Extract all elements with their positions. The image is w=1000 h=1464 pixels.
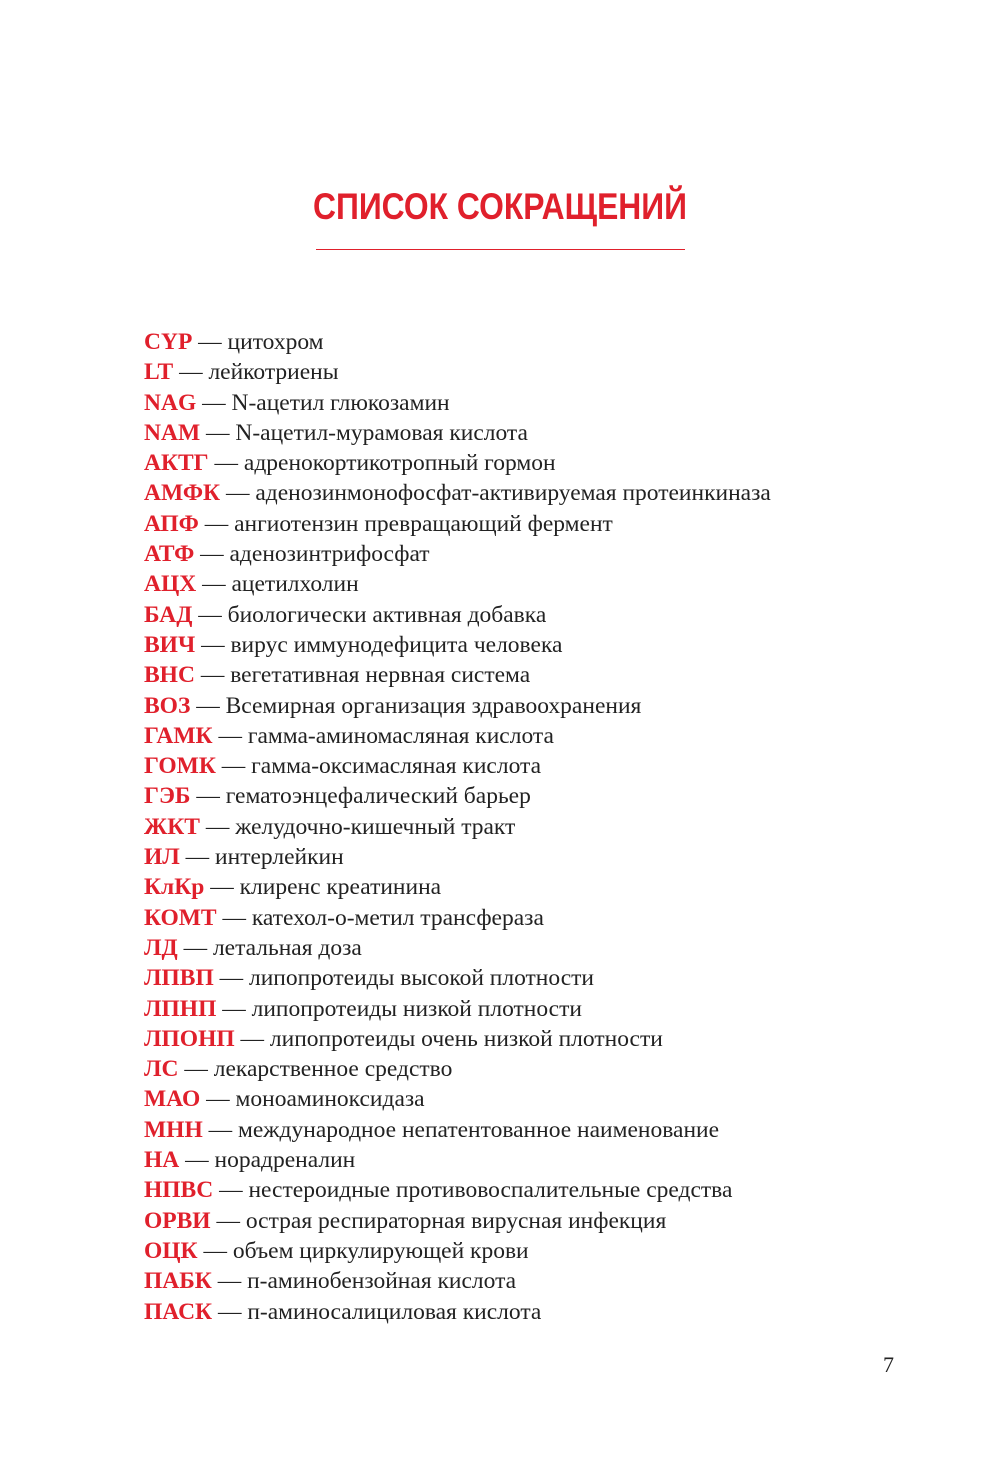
abbreviation-definition: аденозинмонофосфат-активируемая протеинкиназа <box>255 480 771 507</box>
abbreviation-definition: моноаминоксидаза <box>235 1086 425 1113</box>
abbreviation-entry <box>144 751 771 781</box>
abbreviation-separator: — <box>200 662 225 689</box>
abbreviation-definition: катехол-о-метил трансфераза <box>251 904 544 931</box>
abbreviation-definition: адренокортикотропный гормон <box>243 450 556 477</box>
abbreviation-separator: — <box>184 1056 208 1083</box>
abbreviation-definition: объем циркулирующей крови <box>232 1237 529 1264</box>
abbreviation-definition: липопротеиды высокой плотности <box>249 965 594 992</box>
abbreviation-separator: — <box>219 1177 243 1204</box>
title-underline <box>316 249 685 250</box>
abbreviation-entry <box>144 1266 771 1296</box>
abbreviation-definition: гамма-оксимасляная кислота <box>251 753 541 780</box>
abbreviation-definition: летальная доза <box>212 934 362 961</box>
abbreviation-entry <box>144 600 771 630</box>
abbreviation-definition: N-ацетил-мурамовая кислота <box>235 419 528 446</box>
abbreviation-term: LT <box>144 359 174 386</box>
abbreviation-term: НПВС <box>144 1177 214 1204</box>
abbreviation-entry <box>144 1115 771 1145</box>
abbreviation-separator: — <box>206 1086 230 1113</box>
abbreviation-term: ЖКТ <box>144 813 200 840</box>
abbreviation-term: ЛС <box>144 1056 179 1083</box>
abbreviation-term: ОЦК <box>144 1237 198 1264</box>
abbreviation-definition: лейкотриены <box>208 359 339 386</box>
abbreviation-entry <box>144 569 771 599</box>
abbreviation-term: АЦХ <box>144 571 197 598</box>
abbreviation-entry <box>144 812 771 842</box>
abbreviation-entry <box>144 872 771 902</box>
abbreviation-term: ГЭБ <box>144 783 191 810</box>
abbreviation-definition: желудочно-кишечный тракт <box>235 813 516 840</box>
abbreviation-term: NAM <box>144 419 201 446</box>
abbreviation-definition: лекарственное средство <box>213 1056 453 1083</box>
abbreviation-entry <box>144 630 771 660</box>
abbreviation-term: МНН <box>144 1116 203 1143</box>
abbreviation-entry <box>144 1236 771 1266</box>
abbreviation-separator: — <box>202 389 226 416</box>
abbreviation-term: ВНС <box>144 662 195 689</box>
abbreviation-entry <box>144 1297 771 1327</box>
abbreviation-term: ЛД <box>144 934 178 961</box>
abbreviation-separator: — <box>214 450 239 477</box>
abbreviation-term: ВОЗ <box>144 692 191 719</box>
abbreviation-definition: вирус иммунодефицита человека <box>230 631 563 658</box>
abbreviation-term: БАД <box>144 601 193 628</box>
abbreviation-definition: вегетативная нервная система <box>230 662 531 689</box>
abbreviation-definition: клиренс креатинина <box>239 874 442 901</box>
abbreviation-entry <box>144 781 771 811</box>
abbreviation-entry <box>144 660 771 690</box>
abbreviation-separator: — <box>210 874 234 901</box>
abbreviation-separator: — <box>216 1207 240 1234</box>
abbreviation-separator: — <box>222 995 246 1022</box>
abbreviation-separator: — <box>205 813 230 840</box>
abbreviation-entry <box>144 327 771 357</box>
abbreviation-entry <box>144 1054 771 1084</box>
abbreviation-term: МАО <box>144 1086 201 1113</box>
abbreviation-entry <box>144 1206 771 1236</box>
abbreviation-definition: гамма-аминомасляная кислота <box>247 722 554 749</box>
abbreviation-term: АТФ <box>144 541 195 568</box>
abbreviation-separator: — <box>179 359 203 386</box>
abbreviation-term: АМФК <box>144 480 221 507</box>
abbreviation-entry <box>144 994 771 1024</box>
abbreviation-separator: — <box>218 722 242 749</box>
abbreviation-entry <box>144 1175 771 1205</box>
abbreviation-separator: — <box>240 1025 265 1052</box>
abbreviation-term: АПФ <box>144 510 199 537</box>
abbreviation-definition: п-аминобензойная кислота <box>247 1268 517 1295</box>
abbreviation-definition: аденозинтрифосфат <box>229 541 430 568</box>
abbreviation-entry <box>144 721 771 751</box>
abbreviation-entry <box>144 388 771 418</box>
abbreviation-list <box>144 327 771 1327</box>
abbreviation-definition: международное непатентованное наименование <box>238 1116 720 1143</box>
abbreviation-separator: — <box>222 904 246 931</box>
abbreviation-separator: — <box>200 541 224 568</box>
abbreviation-definition: липопротеиды очень низкой плотности <box>269 1025 663 1052</box>
abbreviation-term: ВИЧ <box>144 631 196 658</box>
abbreviation-definition: липопротеиды низкой плотности <box>251 995 582 1022</box>
abbreviation-separator: — <box>198 601 222 628</box>
abbreviation-definition: норадреналин <box>214 1147 356 1174</box>
abbreviation-entry <box>144 418 771 448</box>
abbreviation-term: ИЛ <box>144 844 180 871</box>
abbreviation-term: CYP <box>144 329 193 355</box>
abbreviation-term: ПАСК <box>144 1298 213 1325</box>
abbreviation-definition: нестероидные противовоспалительные средства <box>248 1177 733 1204</box>
abbreviation-term: НА <box>144 1147 180 1174</box>
abbreviation-separator: — <box>198 329 222 355</box>
abbreviation-entry <box>144 1145 771 1175</box>
abbreviation-separator: — <box>196 692 220 719</box>
abbreviation-separator: — <box>185 844 210 871</box>
abbreviation-definition: п-аминосалициловая кислота <box>247 1298 542 1325</box>
abbreviation-definition: цитохром <box>227 329 324 355</box>
abbreviation-term: ПАБК <box>144 1268 212 1295</box>
abbreviation-separator: — <box>202 571 226 598</box>
abbreviation-separator: — <box>196 783 220 810</box>
abbreviation-definition: интерлейкин <box>215 844 344 871</box>
abbreviation-separator: — <box>217 1268 242 1295</box>
abbreviation-separator: — <box>225 480 250 507</box>
abbreviation-entry <box>144 933 771 963</box>
abbreviation-term: ГАМК <box>144 722 213 749</box>
abbreviation-definition: биологически активная добавка <box>227 601 547 628</box>
abbreviation-separator: — <box>208 1116 233 1143</box>
abbreviation-definition: гематоэнцефалический барьер <box>225 783 531 810</box>
abbreviation-term: ЛПНП <box>144 995 217 1022</box>
abbreviation-separator: — <box>221 753 246 780</box>
abbreviation-entry <box>144 478 771 508</box>
page-title: СПИСОК СОКРАЩЕНИЙ <box>312 186 688 227</box>
abbreviation-entry <box>144 691 771 721</box>
abbreviation-definition: Всемирная организация здравоохранения <box>225 692 642 719</box>
abbreviation-term: КлКр <box>144 874 205 901</box>
abbreviation-definition: ацетилхолин <box>231 571 359 598</box>
abbreviation-separator: — <box>204 510 229 537</box>
abbreviation-separator: — <box>183 934 208 961</box>
abbreviation-term: КОМТ <box>144 904 217 931</box>
abbreviation-definition: острая респираторная вирусная инфекция <box>245 1207 667 1234</box>
abbreviation-separator: — <box>217 1298 242 1325</box>
abbreviation-term: ЛПОНП <box>144 1025 235 1052</box>
abbreviation-entry <box>144 1024 771 1054</box>
abbreviation-separator: — <box>185 1147 209 1174</box>
abbreviation-separator: — <box>206 419 230 446</box>
abbreviation-entry <box>144 842 771 872</box>
abbreviation-entry <box>144 357 771 387</box>
abbreviation-separator: — <box>203 1237 227 1264</box>
abbreviation-entry <box>144 539 771 569</box>
abbreviation-definition: N-ацетил глюкозамин <box>231 389 450 416</box>
abbreviation-term: ГОМК <box>144 753 216 780</box>
abbreviation-term: NAG <box>144 389 197 416</box>
abbreviation-entry <box>144 903 771 933</box>
abbreviation-definition: ангиотензин превращающий фермент <box>234 510 613 537</box>
abbreviation-term: АКТГ <box>144 450 209 477</box>
abbreviation-entry <box>144 509 771 539</box>
abbreviation-term: ОРВИ <box>144 1207 211 1234</box>
abbreviation-entry <box>144 448 771 478</box>
abbreviation-entry <box>144 963 771 993</box>
abbreviation-entry <box>144 1084 771 1114</box>
abbreviation-separator: — <box>201 631 225 658</box>
abbreviation-term: ЛПВП <box>144 965 214 992</box>
abbreviation-separator: — <box>219 965 244 992</box>
page-number: 7 <box>883 1352 894 1377</box>
